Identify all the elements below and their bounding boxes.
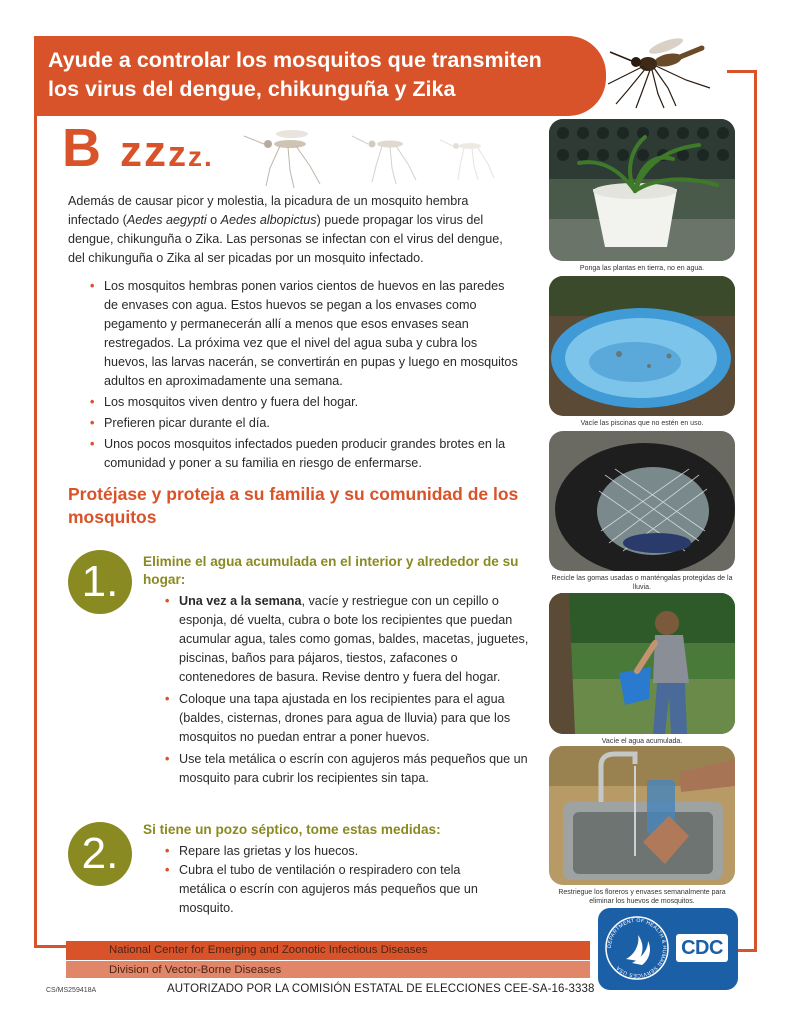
intro-part1: Además de causar picor y molestia, la picadura de un mosquito hembra infectado ( bbox=[68, 194, 469, 227]
page-title-line2: los virus del dengue, chikunguña y Zika bbox=[48, 77, 456, 101]
page-title bbox=[48, 46, 588, 104]
footer-center-name: National Center for Emerging and Zoonotic Infectious Diseases bbox=[109, 944, 428, 956]
photo-sink bbox=[549, 746, 735, 885]
intro-part3: ) puede propagar los virus del dengue, chikunguña o Zika. Las personas se infectan con el virus del dengue, del chikunguña o Zika al ser picadas por un mosquito infectado. bbox=[68, 213, 503, 265]
facts-list bbox=[90, 277, 520, 475]
authorization-text: AUTORIZADO POR LA COMISIÓN ESTATAL DE ELECCIONES CEE-SA-16-3338 bbox=[167, 983, 595, 995]
frame-bottom-left bbox=[34, 945, 68, 948]
list-item: • Los mosquitos hembras ponen varios cientos de huevos en las paredes de envases con agua. Estos huevos se pegan a los envases como pegamento y permanecerán allí a menos que esos envases sean restregados. La próxima vez que el nivel del agua suba y cubra los huevos, las larvas nacerán, se convertirán en pupas y luego en mosquitos adultos en aproximadamente una semana. bbox=[90, 277, 520, 391]
section-heading: Protéjase y proteja a su familia y su comunidad de los mosquitos bbox=[68, 484, 519, 527]
list-item: • Repare las grietas y los huecos. bbox=[165, 842, 495, 861]
bzzz-b: B bbox=[62, 118, 103, 178]
frame-top-right bbox=[727, 70, 757, 73]
photo-caption: Vacíe las piscinas que no estén en uso. bbox=[580, 420, 704, 427]
photo-bucket bbox=[549, 593, 735, 734]
list-item bbox=[165, 592, 530, 687]
bzzz-z4: z. bbox=[188, 141, 214, 172]
photo-caption: Restriegue los floreros y envases semanalmente para eliminar los huevos de mosquitos. bbox=[558, 889, 726, 905]
photo-pool bbox=[549, 276, 735, 416]
frame-left bbox=[34, 116, 37, 948]
frame-bottom-right bbox=[737, 949, 757, 952]
step1-item1-bold: Una vez a la semana bbox=[179, 594, 302, 608]
bzzz-z2: z bbox=[144, 127, 169, 176]
intro-paragraph bbox=[68, 192, 518, 268]
intro-species1: Aedes aegypti bbox=[126, 213, 207, 227]
step1-list bbox=[165, 592, 530, 791]
cdc-logo: CDC bbox=[676, 934, 728, 962]
hhs-seal-text: DEPARTMENT OF HEALTH & HUMAN SERVICES USA bbox=[606, 917, 668, 979]
step1-item1-rest: , vacíe y restriegue con un cepillo o esponja, dé vuelta, cubra o bote los recipientes que puedan acumular agua, tales como gomas, baldes, macetas, juguetes, piscinas, baños para pájaros, tiestos, zafacones o contenedores de basura. Revise dentro y fuera del hogar. bbox=[179, 594, 529, 684]
step2-heading: Si tiene un pozo séptico, tome estas medidas: bbox=[143, 822, 441, 837]
photo-caption: Ponga las plantas en tierra, no en agua. bbox=[579, 265, 705, 272]
step-number-1: 1. bbox=[68, 550, 132, 614]
list-item: • Use tela metálica o escrín con agujeros más pequeños que un mosquito para cubrir los recipientes sin tapa. bbox=[165, 750, 530, 788]
mosquito-icon bbox=[240, 122, 510, 192]
document-code: CS/MS259418A bbox=[46, 987, 97, 994]
list-item: • Coloque una tapa ajustada en los recipientes para el agua (baldes, cisternas, drones para agua de lluvia) para que los mosquitos no puedan entrar a poner huevos. bbox=[165, 690, 530, 747]
list-item: • Unos pocos mosquitos infectados pueden producir grandes brotes en la comunidad y poner a su familia en riesgo de enfermarse. bbox=[90, 435, 520, 473]
photo-tire bbox=[549, 431, 735, 571]
mosquito-icon bbox=[606, 30, 726, 110]
step2-list bbox=[165, 842, 495, 918]
intro-part2: o bbox=[206, 213, 221, 227]
frame-right bbox=[754, 70, 757, 952]
photo-plant-pot bbox=[549, 119, 735, 261]
hhs-seal-icon bbox=[604, 915, 670, 981]
bzzz-heading bbox=[62, 118, 214, 187]
photo-caption: Recicle las gomas usadas o manténgalas protegidas de la lluvia. bbox=[551, 575, 733, 591]
photo-caption: Vacíe el agua acumulada. bbox=[601, 738, 683, 745]
list-item: • Prefieren picar durante el día. bbox=[90, 414, 520, 433]
step1-heading: Elimine el agua acumulada en el interior y alrededor de su hogar: bbox=[143, 554, 519, 587]
list-item: • Cubra el tubo de ventilación o respiradero con tela metálica o escrín con agujeros más pequeños que un mosquito. bbox=[165, 861, 495, 918]
step-number-2: 2. bbox=[68, 822, 132, 886]
intro-species2: Aedes albopictus bbox=[220, 213, 317, 227]
list-item: • Los mosquitos viven dentro y fuera del hogar. bbox=[90, 393, 520, 412]
page-title-line1: Ayude a controlar los mosquitos que transmiten bbox=[48, 48, 542, 72]
footer-division-name: Division of Vector-Borne Diseases bbox=[109, 964, 282, 976]
bzzz-z3: z bbox=[168, 133, 189, 174]
bzzz-z1: z bbox=[120, 127, 145, 176]
